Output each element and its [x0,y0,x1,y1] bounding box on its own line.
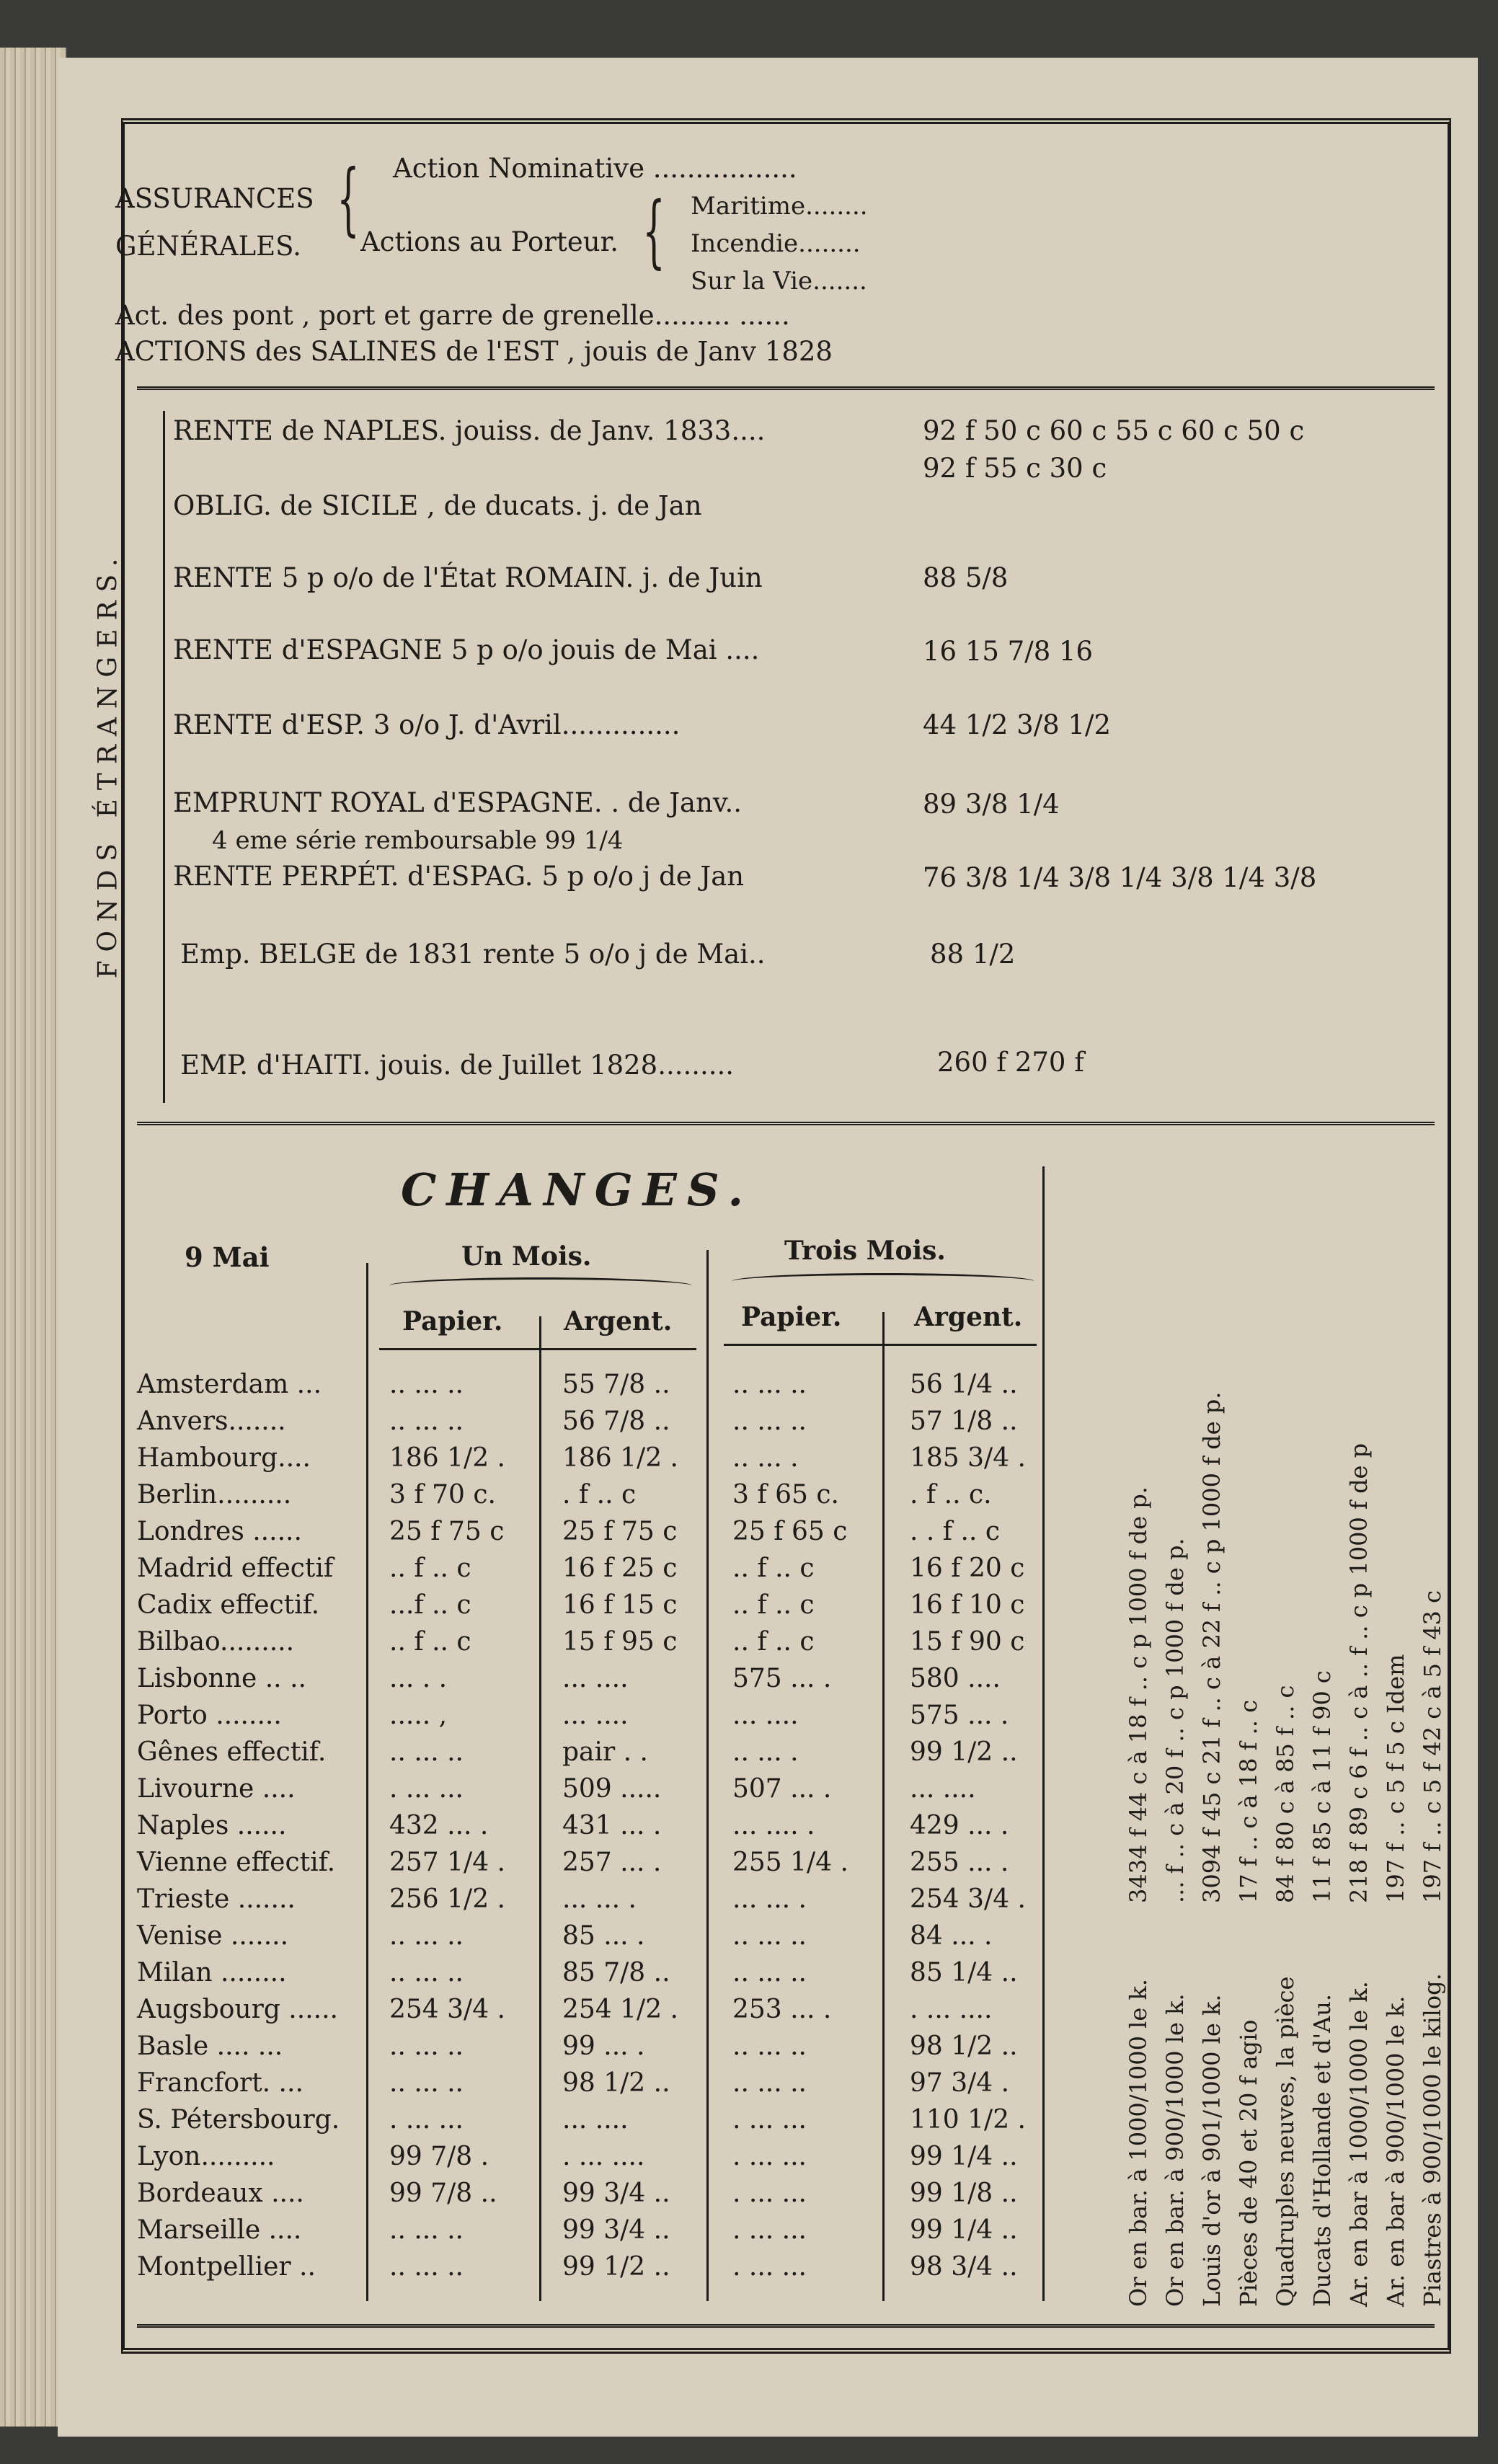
trois-mois-header: Trois Mois. [784,1236,946,1266]
un-mois-papier: 3 f 70 c. [389,1480,496,1510]
un-mois-argent: 15 f 95 c [562,1627,678,1657]
trois-mois-argent: 185 3/4 . [910,1443,1026,1473]
un-mois-argent: 55 7/8 .. [562,1370,670,1399]
un-mois-papier: 99 7/8 .. [389,2179,497,2208]
un-mois-argent: 56 7/8 .. [562,1406,670,1436]
trois-mois-papier: ... .... [732,1701,799,1730]
trois-mois-argent: 580 .... [910,1664,1001,1693]
change-place: Francfort. ... [137,2068,303,2098]
un-mois-argent: 85 ... . [562,1921,645,1951]
fonds-row-name: RENTE d'ESPAGNE 5 p o/o jouis de Mai .... [173,634,760,665]
un-mois-argent: 99 3/4 .. [562,2215,670,2245]
metal-label: Piastres à 900/1000 le kilog. [1419,1973,1446,2307]
metal-price: 3434 f 44 c à 18 f .. c p 1000 f de p. [1125,1486,1152,1903]
metal-label: Ar. en bar à 1000/1000 le k. [1345,1981,1373,2307]
change-place: Venise ....... [137,1921,289,1951]
un-mois-argent: 431 ... . [562,1811,662,1840]
change-place: Lyon......... [137,2142,275,2171]
trois-mois-papier: . ... ... [732,2105,807,2135]
change-place: Livourne .... [137,1774,296,1804]
fonds-row-value: 89 3/8 1/4 [923,789,1060,820]
trois-mois-argent: 56 1/4 .. [910,1370,1018,1399]
un-mois-papier: 186 1/2 . [389,1443,505,1473]
un-mois-header: Un Mois. [461,1241,592,1272]
change-place: Porto ........ [137,1701,282,1730]
col-divider [539,1316,541,2301]
un-mois-papier: ..... , [389,1701,448,1730]
metal-label: Or en bar. à 1000/1000 le k. [1125,1978,1152,2307]
trois-mois-papier: .. ... .. [732,1370,807,1399]
trois-mois-papier: 3 f 65 c. [732,1480,839,1510]
trois-mois-argent: 110 1/2 . [910,2105,1026,2135]
metal-price: 3094 f 45 c 21 f .. c à 22 f .. c p 1000 f de p. [1198,1391,1226,1903]
trois-mois-brace [732,1273,1034,1290]
fonds-row-name: OBLIG. de SICILE , de ducats. j. de Jan [173,490,702,521]
change-place: Vienne effectif. [137,1848,336,1877]
metal-label: Ducats d'Hollande et d'Au. [1308,1993,1336,2307]
papier-1-header: Papier. [402,1306,503,1337]
metal-price: ... f .. c à 20 f .. c p 1000 f de p. [1161,1538,1189,1903]
change-place: Gênes effectif. [137,1737,327,1767]
trois-mois-argent: 98 1/2 .. [910,2031,1018,2061]
metal-label: Ar. en bar à 900/1000 le k. [1382,1995,1409,2307]
trois-mois-papier: 507 ... . [732,1774,832,1804]
maritime: Maritime........ [691,192,868,221]
pont-line: Act. des pont , port et garre de grenelle......... ...... [115,300,790,331]
fonds-row-value: 92 f 50 c 60 c 55 c 60 c 50 c [923,415,1305,446]
un-mois-argent: ... .... [562,2105,629,2135]
salines-line: ACTIONS des SALINES de l'EST , jouis de Janv 1828 [115,336,833,367]
un-mois-papier: ...f .. c [389,1590,471,1620]
trois-mois-papier: .. ... . [732,1443,799,1473]
trois-mois-argent: 57 1/8 .. [910,1406,1018,1436]
rule-fonds [137,1122,1435,1125]
actions-porteur: Actions au Porteur. [360,226,619,257]
trois-mois-papier: .. f .. c [732,1627,815,1657]
trois-mois-papier: .. ... . [732,1737,799,1767]
metal-label: Pièces de 40 et 20 f agio [1235,2019,1262,2307]
change-place: Madrid effectif [137,1554,334,1583]
serie-note: 4 eme série remboursable 99 1/4 [212,826,624,855]
metal-price: 197 f .. c 5 f 42 c à 5 f 43 c [1419,1590,1446,1903]
header-underline-3 [724,1344,1037,1346]
rule-assurances [137,386,1435,390]
trois-mois-argent: 15 f 90 c [910,1627,1025,1657]
change-place: Cadix effectif. [137,1590,320,1620]
trois-mois-papier: .. f .. c [732,1590,815,1620]
trois-mois-argent: 16 f 10 c [910,1590,1025,1620]
fonds-row-value2: 92 f 55 c 30 c [923,453,1107,484]
un-mois-argent: 99 3/4 .. [562,2179,670,2208]
un-mois-papier: 25 f 75 c [389,1517,505,1546]
trois-mois-papier: .. ... .. [732,1406,807,1436]
changes-title: CHANGES. [401,1164,754,1216]
trois-mois-argent: 99 1/4 .. [910,2215,1018,2245]
fonds-row-value: 88 1/2 [930,939,1016,970]
fonds-row-name: Emp. BELGE de 1831 rente 5 o/o j de Mai.. [180,939,766,970]
change-place: Bilbao......... [137,1627,295,1657]
trois-mois-argent: . ... .... [910,1995,993,2024]
change-place: Trieste ....... [137,1884,296,1914]
un-mois-papier: .. ... .. [389,1958,464,1987]
trois-mois-argent: 99 1/8 .. [910,2179,1018,2208]
un-mois-argent: 16 f 15 c [562,1590,678,1620]
metal-price: 11 f 85 c à 11 f 90 c [1308,1670,1336,1903]
change-place: Marseille .... [137,2215,302,2245]
fonds-etrangers-label: FONDS ÉTRANGERS. [93,549,123,979]
fonds-row-value: 16 15 7/8 16 [923,636,1094,667]
un-mois-argent: 99 ... . [562,2031,645,2061]
metal-label: Or en bar. à 900/1000 le k. [1161,1993,1189,2307]
col-divider [706,1250,709,2301]
trois-mois-argent: 16 f 20 c [910,1554,1025,1583]
trois-mois-papier: . ... ... [732,2179,807,2208]
trois-mois-argent: 84 ... . [910,1921,993,1951]
metal-label: Quadruples neuves, la pièce [1272,1976,1299,2307]
assurances-label-2: GÉNÉRALES. [115,231,301,262]
header-underline-1 [379,1348,696,1350]
trois-mois-papier: 25 f 65 c [732,1517,848,1546]
trois-mois-argent: . f .. c. [910,1480,992,1510]
trois-mois-argent: 85 1/4 .. [910,1958,1018,1987]
un-mois-argent: 99 1/2 .. [562,2252,670,2282]
metal-price: 84 f 80 c à 85 f .. c [1272,1685,1299,1903]
un-mois-argent: 85 7/8 .. [562,1958,670,1987]
un-mois-papier: .. ... .. [389,2215,464,2245]
un-mois-papier: 99 7/8 . [389,2142,489,2171]
sur-la-vie: Sur la Vie....... [691,267,867,296]
brace-left: { [337,152,360,244]
change-place: Basle .... ... [137,2031,283,2061]
trois-mois-argent: 99 1/4 .. [910,2142,1018,2171]
un-mois-papier: .. ... .. [389,1737,464,1767]
change-place: Hambourg.... [137,1443,311,1473]
un-mois-argent: ... ... . [562,1884,637,1914]
fonds-row-name: EMP. d'HAITI. jouis. de Juillet 1828......... [180,1050,735,1081]
un-mois-argent: ... .... [562,1701,629,1730]
papier-3-header: Papier. [741,1302,842,1332]
trois-mois-papier: 255 1/4 . [732,1848,848,1877]
trois-mois-papier: . ... ... [732,2252,807,2282]
changes-date: 9 Mai [185,1241,270,1273]
un-mois-argent: 186 1/2 . [562,1443,678,1473]
trois-mois-papier: .. ... .. [732,1921,807,1951]
col-divider [366,1263,368,2301]
un-mois-papier: .. ... .. [389,1370,464,1399]
trois-mois-papier: . ... ... [732,2142,807,2171]
metal-price: 197 f .. c 5 f 5 c Idem [1382,1654,1409,1903]
action-nominative: Action Nominative ................. [393,153,797,184]
un-mois-argent: . f .. c [562,1480,637,1510]
trois-mois-papier: ... .... . [732,1811,815,1840]
incendie: Incendie........ [691,229,861,258]
fonds-row-name: RENTE de NAPLES. jouiss. de Janv. 1833.... [173,415,766,446]
trois-mois-argent: 254 3/4 . [910,1884,1026,1914]
trois-mois-papier: .. ... .. [732,1958,807,1987]
un-mois-argent: ... .... [562,1664,629,1693]
un-mois-papier: . ... ... [389,2105,464,2135]
un-mois-argent: 98 1/2 .. [562,2068,670,2098]
un-mois-argent: 25 f 75 c [562,1517,678,1546]
un-mois-papier: 256 1/2 . [389,1884,505,1914]
metal-label: Louis d'or à 901/1000 le k. [1198,1994,1226,2307]
un-mois-papier: .. f .. c [389,1627,471,1657]
un-mois-papier: .. ... .. [389,2031,464,2061]
un-mois-papier: 254 3/4 . [389,1995,505,2024]
fonds-row-name: RENTE PERPÉT. d'ESPAG. 5 p o/o j de Jan [173,861,745,892]
trois-mois-argent: 97 3/4 . [910,2068,1010,2098]
metal-price: 218 f 89 c 6 f .. c à .. f .. c p 1000 f de p [1345,1442,1373,1903]
rule-bottom [137,2324,1435,2328]
un-mois-argent: 509 ..... [562,1774,662,1804]
fonds-row-name: RENTE 5 p o/o de l'État ROMAIN. j. de Juin [173,562,763,593]
change-place: S. Pétersbourg. [137,2105,340,2135]
change-place: Anvers....... [137,1406,286,1436]
trois-mois-argent: 575 ... . [910,1701,1009,1730]
trois-mois-argent: 255 ... . [910,1848,1009,1877]
change-place: Bordeaux .... [137,2179,304,2208]
col-divider [1042,1166,1045,2301]
un-mois-argent: pair . . [562,1737,649,1767]
un-mois-papier: .. ... .. [389,2068,464,2098]
trois-mois-papier: 253 ... . [732,1995,832,2024]
un-mois-argent: 257 ... . [562,1848,662,1877]
change-place: Londres ...... [137,1517,302,1546]
trois-mois-argent: ... .... [910,1774,976,1804]
change-place: Berlin......... [137,1480,292,1510]
trois-mois-argent: 98 3/4 .. [910,2252,1018,2282]
un-mois-brace [389,1277,692,1294]
trois-mois-papier: .. ... .. [732,2031,807,2061]
un-mois-papier: . ... ... [389,1774,464,1804]
fonds-row-value: 44 1/2 3/8 1/2 [923,709,1112,740]
book-page-edges [0,48,66,2427]
trois-mois-papier: ... ... . [732,1884,807,1914]
un-mois-argent: 254 1/2 . [562,1995,678,2024]
change-place: Milan ........ [137,1958,287,1987]
trois-mois-papier: 575 ... . [732,1664,832,1693]
change-place: Augsbourg ...... [137,1995,338,2024]
change-place: Naples ...... [137,1811,287,1840]
un-mois-papier: 257 1/4 . [389,1848,505,1877]
trois-mois-argent: 99 1/2 .. [910,1737,1018,1767]
argent-1-header: Argent. [564,1306,673,1337]
argent-3-header: Argent. [914,1302,1023,1332]
un-mois-papier: .. f .. c [389,1554,471,1583]
fonds-row-value: 88 5/8 [923,562,1009,593]
change-place: Amsterdam ... [137,1370,322,1399]
un-mois-argent: 16 f 25 c [562,1554,678,1583]
fonds-row-name: RENTE d'ESP. 3 o/o J. d'Avril.............. [173,709,681,740]
col-divider [882,1312,885,2301]
trois-mois-papier: . ... ... [732,2215,807,2245]
fonds-row-value: 76 3/8 1/4 3/8 1/4 3/8 1/4 3/8 [923,862,1317,893]
trois-mois-papier: .. ... .. [732,2068,807,2098]
un-mois-papier: ... . . [389,1664,448,1693]
fonds-divider [163,411,165,1103]
brace-right: { [642,185,665,277]
un-mois-papier: .. ... .. [389,1921,464,1951]
change-place: Montpellier .. [137,2252,316,2282]
metal-price: 17 f .. c à 18 f .. c [1235,1699,1262,1903]
un-mois-papier: .. ... .. [389,2252,464,2282]
fonds-row-name: EMPRUNT ROYAL d'ESPAGNE. . de Janv.. [173,787,742,818]
change-place: Lisbonne .. .. [137,1664,306,1693]
assurances-label-1: ASSURANCES [115,183,314,214]
trois-mois-papier: .. f .. c [732,1554,815,1583]
un-mois-papier: 432 ... . [389,1811,489,1840]
un-mois-papier: .. ... .. [389,1406,464,1436]
trois-mois-argent: . . f .. c [910,1517,1001,1546]
un-mois-argent: . ... .... [562,2142,645,2171]
trois-mois-argent: 429 ... . [910,1811,1009,1840]
fonds-row-value: 260 f 270 f [937,1047,1084,1078]
